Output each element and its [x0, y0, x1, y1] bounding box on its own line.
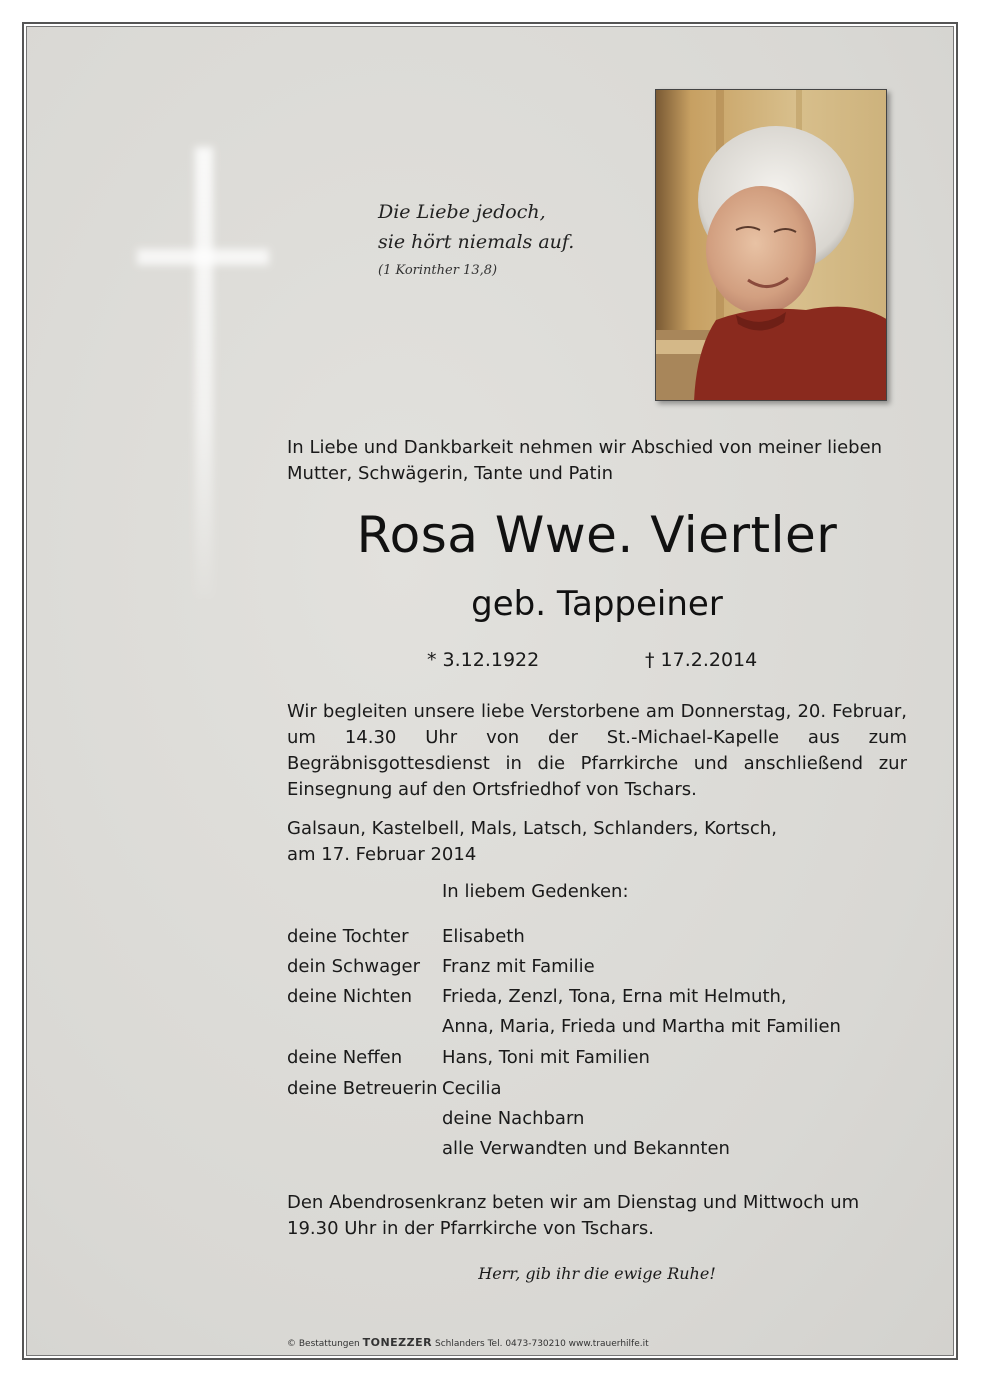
relative-role: deine Betreuerin	[287, 1078, 438, 1099]
relative-role: deine Neffen	[287, 1047, 403, 1068]
deceased-name: Rosa Wwe. Viertler	[356, 506, 838, 564]
relative-role: deine Tochter	[287, 926, 409, 947]
closing-prayer: Herr, gib ihr die ewige Ruhe!	[478, 1264, 716, 1283]
footer-brand: TONEZZER	[362, 1336, 433, 1349]
relative-role: deine Nichten	[287, 986, 413, 1007]
quote-line-2: sie hört niemals auf.	[378, 231, 575, 253]
death-date: † 17.2.2014	[645, 649, 758, 671]
bible-quote	[378, 197, 574, 278]
relative-names: Elisabeth	[442, 926, 525, 947]
footer-credit	[287, 1336, 649, 1349]
relative-names: Frieda, Zenzl, Tona, Erna mit Helmuth,	[442, 986, 787, 1007]
date-line: am 17. Februar 2014	[287, 844, 477, 865]
burial-text: Wir begleiten unsere liebe Verstorbene am Donnerstag, 20. Februar, um 14.30 Uhr von der St.-Michael-Kapelle aus zum Begräbnisgottesdienst in die Pfarrkirche und anschließend zur Einsegnung auf den Ortsfriedhof von Tschars.	[287, 701, 907, 800]
relative-names: Cecilia	[442, 1078, 502, 1099]
obituary-card	[26, 26, 954, 1356]
relative-names: Franz mit Familie	[442, 956, 595, 977]
relative-names: Hans, Toni mit Familien	[442, 1047, 650, 1068]
quote-reference: (1 Korinther 13,8)	[378, 263, 498, 278]
relative-names: Anna, Maria, Frieda und Martha mit Familien	[442, 1016, 841, 1037]
footer-suffix: Schlanders Tel. 0473-730210 www.trauerhilfe.it	[435, 1339, 649, 1349]
portrait-photo	[655, 89, 887, 401]
relative-role: dein Schwager	[287, 956, 421, 977]
birth-name: geb. Tappeiner	[471, 584, 723, 624]
places-date	[287, 816, 907, 868]
memory-heading: In liebem Gedenken:	[442, 881, 629, 902]
relative-names: alle Verwandten und Bekannten	[442, 1138, 730, 1159]
footer-prefix: © Bestattungen	[287, 1339, 360, 1349]
intro-text: In Liebe und Dankbarkeit nehmen wir Abschied von meiner lieben Mutter, Schwägerin, Tante und Patin	[287, 437, 883, 484]
relative-names: deine Nachbarn	[442, 1108, 585, 1129]
rosary-text: Den Abendrosenkranz beten wir am Dienstag und Mittwoch um 19.30 Uhr in der Pfarrkirche von Tschars.	[287, 1192, 860, 1239]
birth-date: * 3.12.1922	[427, 649, 540, 671]
places-line: Galsaun, Kastelbell, Mals, Latsch, Schlanders, Kortsch,	[287, 818, 777, 839]
portrait-image	[656, 90, 887, 401]
quote-line-1: Die Liebe jedoch,	[378, 201, 546, 223]
cross-icon	[127, 137, 277, 607]
